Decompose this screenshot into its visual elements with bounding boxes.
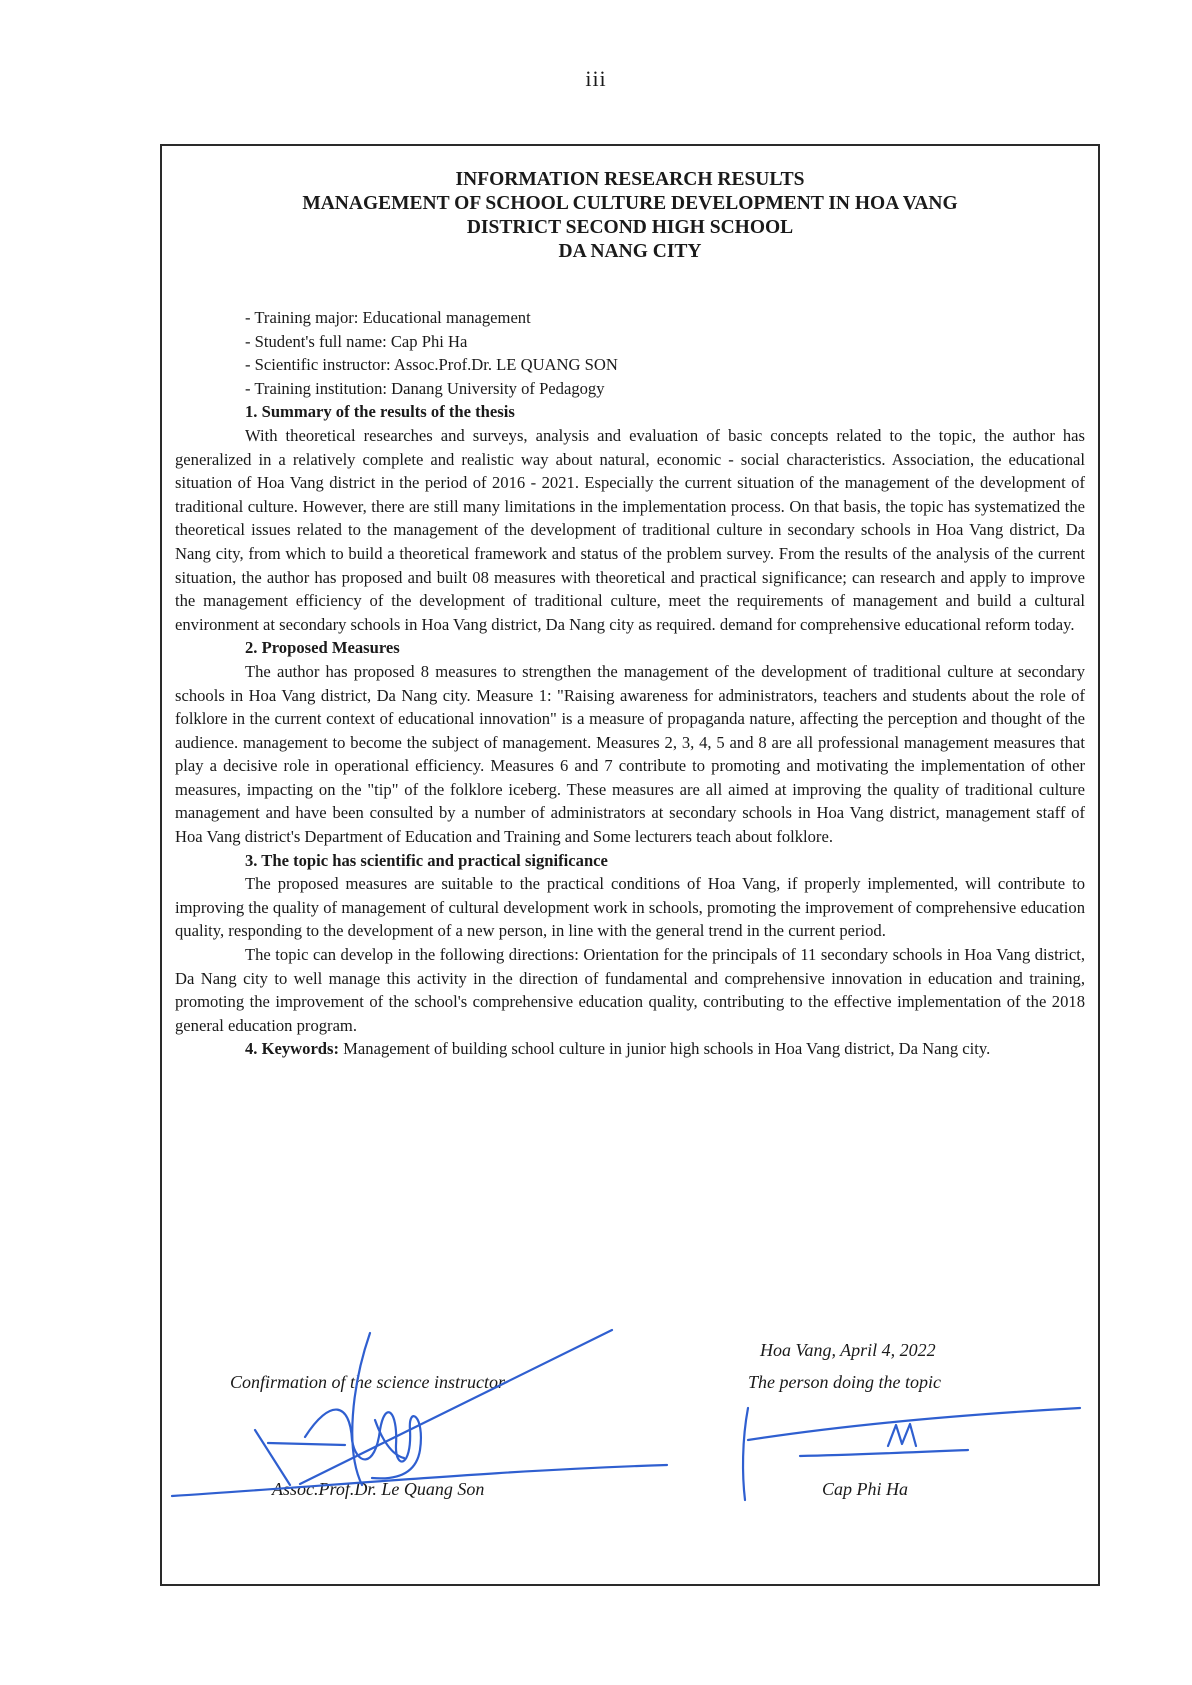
author-label: The person doing the topic: [748, 1372, 941, 1392]
significance-paragraph: The proposed measures are suitable to the practical conditions of Hoa Vang, if properly implemented, will contribute to improving the quality of management of cultural development work in schools, promoting the improvement of comprehensive education quality, responding to the development of a new person, in line with the general trend in the current period.: [175, 874, 1085, 941]
page-number: iii: [585, 66, 607, 91]
summary-paragraph: With theoretical researches and surveys, analysis and evaluation of basic concepts related to the topic, the author has generalized in a relatively complete and realistic way about natural, economic - social characteristics. Association, the educational situation of Hoa Vang district in the period of 2016 - 2021. Especially the current situation of the management of the development of traditional culture. However, there are still many limitations in the implementation process. On that basis, the topic has systematized the theoretical issues related to the management of the development of traditional culture in secondary schools in Hoa Vang district, Da Nang city, from which to build a theoretical framework and status of the problem survey. From the results of the analysis of the current situation, the author has proposed and built 08 measures with theoretical and practical significance; can research and apply to improve the management efficiency of the development of traditional culture, meet the requirements of management and build a cultural environment at secondary schools in Hoa Vang district, Da Nang city as required. demand for comprehensive educational reform today.: [175, 425, 1085, 634]
measures-paragraph: The author has proposed 8 measures to strengthen the management of the development of traditional culture at secondary schools in Hoa Vang district, Da Nang city. Measure 1: "Raising awareness for administrators, teachers and students about the role of folklore in the current context of educational innovation" is a measure of propaganda nature, affecting the perception and thought of the audience. management to become the subject of management. Measures 2, 3, 4, 5 and 8 are all professional management measures that play a decisive role in operational efficiency. Measures 6 and 7 contribute to promoting and motivating the implementation of other measures, impacting on the "tip" of the folklore iceberg. These measures are all aimed at improving the quality of traditional culture management and have been consulted by a number of administrators at secondary schools in Hoa Vang district, management staff of Hoa Vang district's Department of Education and Training and Some lecturers teach about folklore.: [175, 661, 1085, 847]
instructor-confirmation-label: Confirmation of the science instructor: [230, 1372, 505, 1392]
title-line: MANAGEMENT OF SCHOOL CULTURE DEVELOPMENT IN HOA VANG: [302, 193, 958, 214]
title-line: INFORMATION RESEARCH RESULTS: [455, 169, 805, 190]
instructor-name: Assoc.Prof.Dr. Le Quang Son: [272, 1479, 485, 1499]
measures-heading: 2. Proposed Measures: [245, 638, 400, 658]
training-major: - Training major: Educational management: [245, 308, 531, 327]
significance-heading: 3. The topic has scientific and practical significance: [245, 850, 608, 870]
signature-date: Hoa Vang, April 4, 2022: [760, 1340, 936, 1360]
title-line: DISTRICT SECOND HIGH SCHOOL: [466, 217, 794, 238]
keywords-label: 4. Keywords:: [245, 1039, 340, 1059]
directions-paragraph: The topic can develop in the following directions: Orientation for the principals of 11 secondary schools in Hoa Vang district, Da Nang city to well manage this activity in the direction of fundamental and comprehensive innovation in education and training, promoting the improvement of the school's comprehensive education quality, contributing to the effective implementation of the 2018 general education program.: [175, 945, 1085, 1035]
scientific-instructor: - Scientific instructor: Assoc.Prof.Dr. LE QUANG SON: [245, 355, 618, 375]
author-name: Cap Phi Ha: [822, 1479, 909, 1499]
document-body: [175, 306, 1085, 1061]
summary-heading: 1. Summary of the results of the thesis: [245, 402, 515, 422]
title-line: DA NANG CITY: [558, 241, 702, 262]
training-institution: - Training institution: Danang University of Pedagogy: [245, 378, 605, 398]
document-title: [160, 168, 1100, 264]
student-name: - Student's full name: Cap Phi Ha: [245, 331, 468, 351]
keywords-paragraph: [175, 1037, 1085, 1061]
keywords-text: Management of building school culture in junior high schools in Hoa Vang district, Da Nang city.: [339, 1039, 991, 1059]
